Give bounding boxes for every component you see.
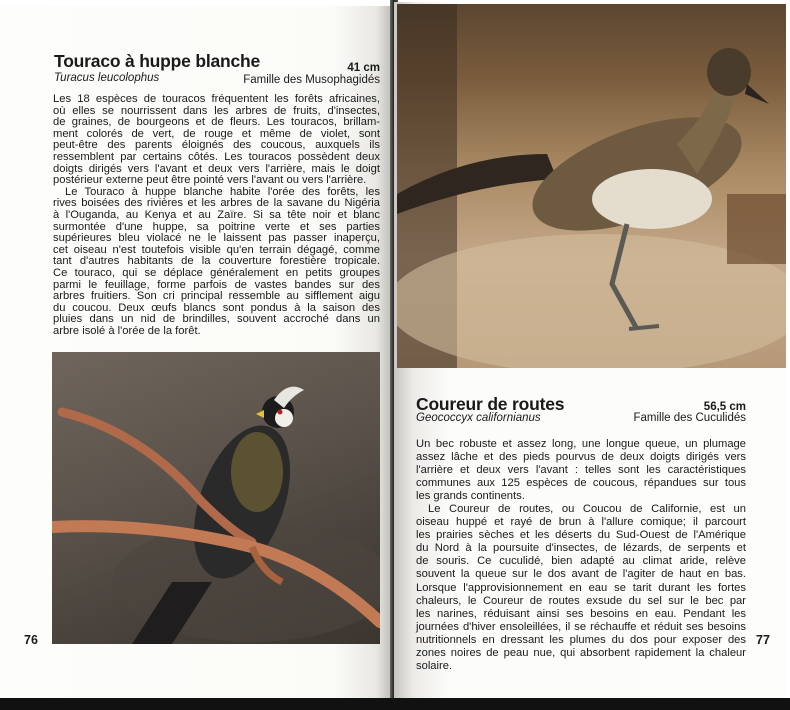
latin-name: Turacus leucolophus bbox=[54, 72, 160, 84]
body-line: les prairies sèches et les déserts du Sud-Ouest de l'Amérique bbox=[416, 529, 746, 542]
family-name: Famille des Cuculidés bbox=[633, 412, 746, 424]
left-page bbox=[0, 6, 392, 698]
body-line: arbre isolé à l'orée de la forêt. bbox=[53, 324, 201, 337]
body-line: zones noires de peau nue, qui absorbent rapidement la chaleur bbox=[416, 646, 746, 659]
body-line: postérieur externe peut être pointé vers l'avant ou vers l'arrière. bbox=[53, 174, 367, 187]
body-text bbox=[416, 438, 746, 673]
body-line: Les 18 espèces de touracos fréquentent les forêts africaines, bbox=[53, 93, 380, 105]
body-line: du Nord à la poursuite d'insectes, de lézards, de serpents et bbox=[416, 542, 746, 555]
species-size: 41 cm bbox=[347, 62, 380, 74]
body-line: ressemblent par certains côtés. Les touracos possèdent deux bbox=[53, 150, 380, 163]
book-bottom-edge bbox=[0, 698, 790, 710]
family-name: Famille des Musophagidés bbox=[243, 74, 380, 86]
body-line: où elles se nourrissent dans les arbres de fruits, d'insectes, bbox=[53, 104, 380, 117]
body-line: peut-être des parents éloignés des coucous, auxquels ils bbox=[53, 139, 380, 152]
body-line: Ce touraco, qui se déplace généralement en petits groupes bbox=[53, 266, 380, 279]
body-line: les narines, réduisant ainsi ses besoins en eau. Pendant les bbox=[416, 607, 746, 620]
body-line: doigts dirigés vers l'avant et deux vers l'arrière, mais le doigt bbox=[53, 162, 380, 175]
body-line: Un bec robuste et assez long, une longue queue, un plumage bbox=[416, 438, 746, 450]
body-line: les grands continents. bbox=[416, 490, 525, 503]
body-text bbox=[53, 94, 380, 337]
body-line: oiseau huppé et rayé de brun à l'allure comique; il parcourt bbox=[416, 516, 746, 529]
species-title: Coureur de routes bbox=[416, 394, 565, 414]
right-page bbox=[394, 2, 786, 698]
touraco-bird-illustration bbox=[52, 352, 380, 644]
touraco-photo bbox=[52, 352, 380, 644]
body-line: assez lâche et des pieds pourvus de deux doigts dirigés vers bbox=[416, 451, 746, 464]
body-line: pluies dans un nid de brindilles, souvent accroché dans un bbox=[53, 313, 380, 326]
roadrunner-bird-illustration bbox=[397, 4, 786, 368]
body-line: de souris. Ce cuculidé, bien adapté au climat aride, relève bbox=[416, 555, 746, 568]
species-title: Touraco à huppe blanche bbox=[54, 51, 261, 71]
latin-name: Geococcyx californianus bbox=[416, 412, 541, 424]
roadrunner-photo bbox=[397, 4, 786, 368]
body-line: l'arrière et deux vers l'avant : telles sont les caractéristiques bbox=[416, 464, 746, 477]
body-line: à l'Ouganda, au Kenya et au Zaïre. Si sa tête noir et blanc bbox=[53, 208, 380, 221]
body-line: nutritionnels en dressant les plumes du dos pour exposer des bbox=[416, 633, 746, 646]
body-line: tant d'autres habitants de la couverture forestière tropicale. bbox=[53, 255, 380, 268]
body-line: souvent la queue sur le dos avant de l'agiter de haut en bas. bbox=[416, 568, 746, 581]
body-line: supérieures bleu violacé ne le laissent pas passer inaperçu, bbox=[53, 232, 380, 245]
body-line: de graines, de bourgeons et de fleurs. Les touracos, brillam- bbox=[53, 116, 380, 129]
body-line: cet oiseau n'est toutefois visible qu'en terrain dégagé, comme bbox=[53, 243, 380, 256]
page-number: 77 bbox=[756, 633, 770, 647]
body-line: Le Coureur de routes, ou Coucou de Californie, est un bbox=[428, 503, 746, 516]
body-line: ment colorés de vert, de rouge et même de violet, sont bbox=[53, 127, 380, 140]
body-line: chaleurs, le Coureur de routes exsude du sel sur le bec par bbox=[416, 594, 746, 607]
page-number: 76 bbox=[24, 633, 38, 647]
body-line: rives boisées des rivières et les arbres de la savane du Nigéria bbox=[53, 197, 380, 210]
body-line: solaire. bbox=[416, 659, 453, 672]
body-line: Le Touraco à huppe blanche habite l'orée des forêts, les bbox=[65, 185, 380, 198]
body-line: du coucou. Deux œufs blancs sont pondus à la saison des bbox=[53, 301, 380, 314]
body-line: Lorsque l'approvisionnement en eau se tarit durant les fortes bbox=[416, 581, 746, 594]
body-line: journées d'hiver ensoleillées, il se réchauffe et réduit ses besoins bbox=[416, 620, 746, 633]
body-line: arbres fruitiers. Son cri principal ressemble au sifflement aigu bbox=[53, 290, 380, 303]
body-line: communes aux 125 espèces de coucous, répandues sur tous bbox=[416, 477, 746, 490]
species-size: 56,5 cm bbox=[703, 401, 746, 413]
body-line: parmi le feuillage, forme parfois de vastes bandes sur des bbox=[53, 278, 380, 291]
body-line: surmontée d'une huppe, sa poitrine verte et ses parties bbox=[53, 220, 380, 233]
